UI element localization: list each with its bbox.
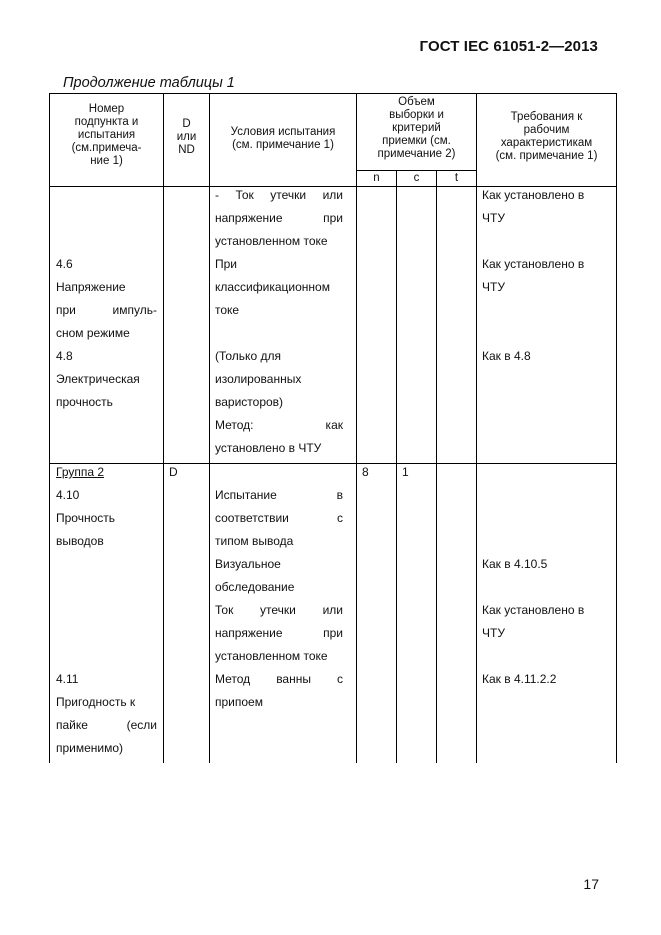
subheader-rule: [356, 170, 476, 171]
row1-requirement: Как установлено в ЧТУ: [482, 188, 585, 225]
row-4-10-conditions: Испытание в соответствии с типом вывода Визуальное обследование Ток утечки или напряжение при установленном токе: [215, 488, 343, 663]
header-test-number: Номер подпункта и испытания (см.примеча- ние 1): [71, 103, 142, 167]
row-4-6-conditions: При классификационном токе: [215, 257, 330, 317]
group-2-n: 8: [362, 465, 369, 479]
col-border-c: [436, 170, 437, 763]
col-border-1: [163, 93, 164, 763]
col-border-2: [209, 93, 210, 763]
row-4-11-number: 4.11 Пригодность к пайке (если применимо): [56, 672, 157, 755]
row-4-10-requirement-leakage: Как установлено в ЧТУ: [482, 603, 585, 640]
header-d-or-nd: D или ND: [176, 118, 197, 156]
col-border-3: [356, 93, 357, 763]
row-4-8-number: 4.8 Электрическая прочность: [56, 349, 140, 409]
row-4-8-conditions: (Только для изолированных варисторов) Метод: как установлено в ЧТУ: [215, 349, 343, 455]
header-sample-size: Объем выборки и критерий приемки (см. примечание 2): [377, 96, 456, 160]
header-sub-t: t: [454, 172, 459, 184]
table-top-border: [49, 93, 616, 94]
row-4-11-conditions: Метод ванны с припоем: [215, 672, 343, 709]
row1-conditions: - Ток утечки или напряжение при установленном токе: [215, 188, 343, 248]
col-border-4: [476, 93, 477, 763]
row-4-11-requirement: Как в 4.11.2.2: [482, 672, 557, 686]
row-4-6-number: 4.6 Напряжение при импуль- сном режиме: [56, 257, 157, 340]
group-2-d: D: [169, 465, 178, 479]
row-4-10-number: 4.10 Прочность выводов: [56, 488, 116, 548]
col-border-left: [49, 93, 50, 763]
header-sub-c: c: [413, 172, 420, 184]
document-code: ГОСТ IEC 61051-2—2013: [419, 38, 598, 55]
header-requirements: Требования к рабочим характеристикам (см. примечание 1): [495, 111, 598, 162]
row-4-8-requirement: Как в 4.8: [482, 349, 531, 363]
group-2-label: Группа 2: [56, 465, 105, 479]
table-caption: Продолжение таблицы 1: [63, 75, 235, 91]
group-2-c: 1: [402, 465, 409, 479]
row-4-10-requirement-visual: Как в 4.10.5: [482, 557, 548, 571]
col-border-n: [396, 170, 397, 763]
header-sub-n: n: [373, 172, 380, 184]
page-number: 17: [583, 876, 599, 892]
col-border-right: [616, 93, 617, 763]
row-4-6-requirement: Как установлено в ЧТУ: [482, 257, 585, 294]
header-test-conditions: Условия испытания (см. примечание 1): [230, 126, 336, 151]
group-separator: [49, 463, 616, 464]
